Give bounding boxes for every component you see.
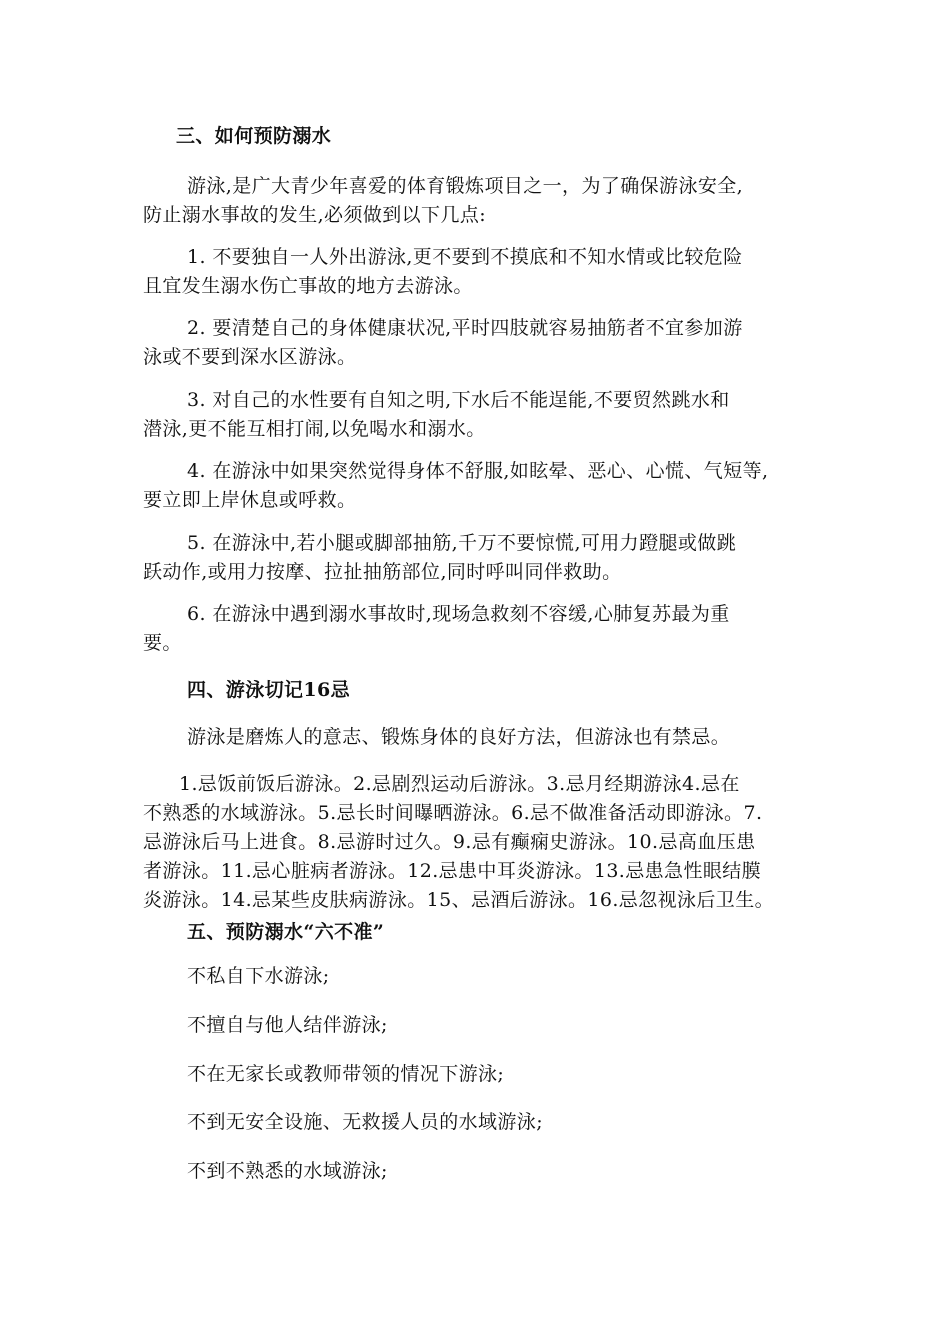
rule-item-3 xyxy=(143,1060,815,1089)
paragraph-line: 要。 xyxy=(143,632,182,654)
rule-item-2 xyxy=(143,1011,815,1040)
prevention-item-6 xyxy=(143,600,815,658)
prevention-item-1 xyxy=(143,243,815,301)
rule-item-4 xyxy=(143,1108,815,1137)
paragraph-line: 泳或不要到深水区游泳。 xyxy=(143,346,357,368)
paragraph-line: 游泳是磨炼人的意志、锻炼身体的良好方法，但游泳也有禁忌。 xyxy=(187,726,731,748)
paragraph-line: 潜泳,更不能互相打闹,以免喝水和溺水。 xyxy=(143,418,486,440)
prevention-item-4 xyxy=(143,457,815,515)
section-heading-5: 五、预防溺水“六不准” xyxy=(187,921,385,943)
paragraph-line: 5. 在游泳中,若小腿或脚部抽筋,千万不要惊慌,可用力蹬腿或做跳 xyxy=(187,532,737,554)
prevention-item-3 xyxy=(143,386,815,444)
paragraph-line: 6. 在游泳中遇到溺水事故时,现场急救刻不容缓,心肺复苏最为重 xyxy=(187,603,730,625)
paragraph-line: 1. 不要独自一人外出游泳,更不要到不摸底和不知水情或比较危险 xyxy=(187,246,743,268)
section-3-intro-paragraph xyxy=(143,172,815,230)
paragraph-line: 3. 对自己的水性要有自知之明,下水后不能逞能,不要贸然跳水和 xyxy=(187,389,730,411)
paragraph-line: 不擅自与他人结伴游泳; xyxy=(187,1014,388,1036)
paragraph-line: 不私自下水游泳; xyxy=(187,965,330,987)
paragraph-line: 跃动作,或用力按摩、拉扯抽筋部位,同时呼叫同伴救助。 xyxy=(143,561,622,583)
paragraph-line: 不在无家长或教师带领的情况下游泳; xyxy=(187,1063,505,1085)
paragraph-line: 不熟悉的水域游泳。5.忌长时间曝晒游泳。6.忌不做准备活动即游泳。7. xyxy=(143,802,763,824)
section-4-intro-paragraph xyxy=(143,723,815,752)
paragraph-line: 忌游泳后马上进食。8.忌游时过久。9.忌有癫痫史游泳。10.忌高血压患 xyxy=(143,831,756,853)
paragraph-line: 4. 在游泳中如果突然觉得身体不舒服,如眩晕、恶心、心慌、气短等, xyxy=(187,460,769,482)
rule-item-5 xyxy=(143,1157,815,1186)
paragraph-line: 且宜发生溺水伤亡事故的地方去游泳。 xyxy=(143,275,473,297)
paragraph-line: 1.忌饭前饭后游泳。2.忌剧烈运动后游泳。3.忌月经期游泳4.忌在 xyxy=(179,773,740,795)
prevention-item-2 xyxy=(143,314,815,372)
paragraph-line: 要立即上岸休息或呼救。 xyxy=(143,489,357,511)
paragraph-line: 不到不熟悉的水域游泳; xyxy=(187,1160,388,1182)
paragraph-line: 2. 要清楚自己的身体健康状况,平时四肢就容易抽筋者不宜参加游 xyxy=(187,317,743,339)
paragraph-line: 游泳,是广大青少年喜爱的体育锻炼项目之一，为了确保游泳安全, xyxy=(187,175,744,197)
section-heading-3: 三、如何预防溺水 xyxy=(176,125,332,147)
prevention-item-5 xyxy=(143,529,815,587)
taboos-paragraph xyxy=(143,770,815,915)
paragraph-line: 防止溺水事故的发生,必须做到以下几点: xyxy=(143,204,487,226)
section-heading-4: 四、游泳切记16忌 xyxy=(187,679,351,701)
paragraph-line: 者游泳。11.忌心脏病者游泳。12.忌患中耳炎游泳。13.忌患急性眼结膜 xyxy=(143,860,762,882)
rule-item-1 xyxy=(143,962,815,991)
paragraph-line: 不到无安全设施、无救援人员的水域游泳; xyxy=(187,1111,544,1133)
paragraph-line: 炎游泳。14.忌某些皮肤病游泳。15、忌酒后游泳。16.忌忽视泳后卫生。 xyxy=(143,889,775,911)
